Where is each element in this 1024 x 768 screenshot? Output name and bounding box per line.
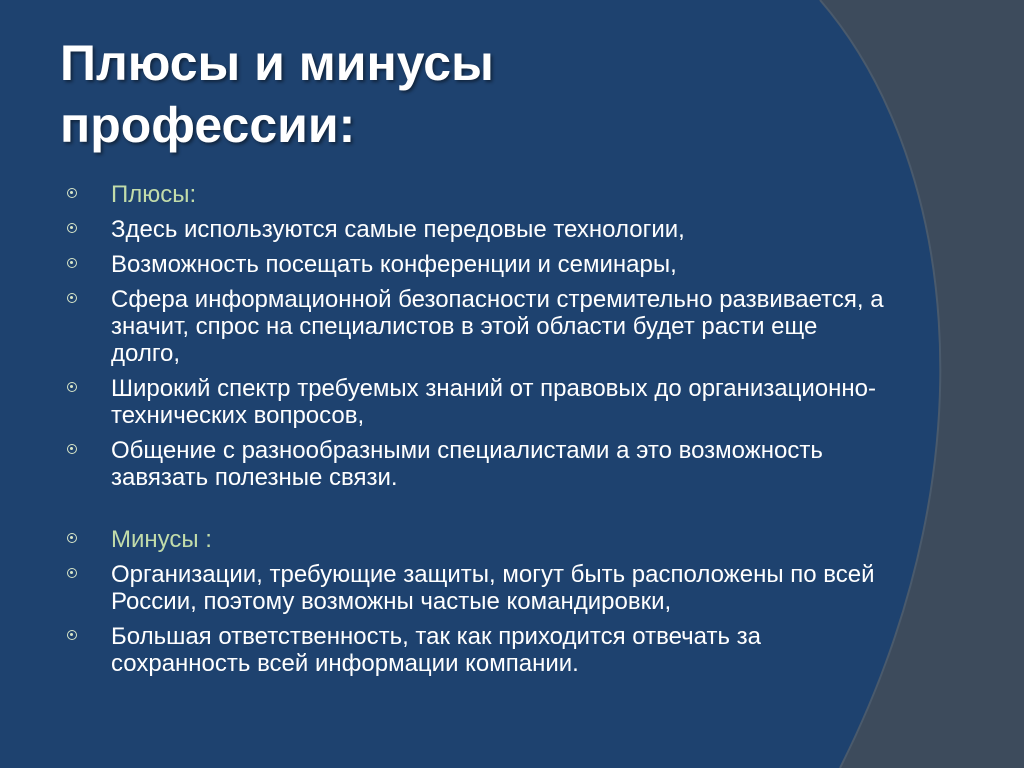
title-line-2: профессии: [60, 97, 356, 153]
list-item-text: Возможность посещать конференции и семинары, [111, 251, 677, 278]
pros-heading [62, 181, 892, 208]
list-item [62, 437, 892, 491]
list-item [62, 286, 892, 367]
bullet-circle-icon [67, 382, 77, 392]
list-item [62, 623, 892, 677]
list-item-text: Сфера информационной безопасности стремительно развивается, а значит, спрос на специалистов в этой области будет расти еще долго, [111, 286, 884, 367]
bullet-circle-icon [67, 630, 77, 640]
list-item [62, 216, 892, 243]
list-item-text: Широкий спектр требуемых знаний от правовых до организационно-технических вопросов, [111, 375, 876, 429]
bullet-circle-icon [67, 444, 77, 454]
list-item [62, 561, 892, 615]
list-item-text: Здесь используются самые передовые технологии, [111, 216, 685, 243]
bullet-circle-icon [67, 223, 77, 233]
pros-heading-text: Плюсы: [111, 181, 197, 208]
cons-heading-text: Минусы : [111, 526, 212, 553]
list-item-text: Организации, требующие защиты, могут быть расположены по всей России, поэтому возможны частые командировки, [111, 561, 875, 615]
list-item [62, 375, 892, 429]
list-item-text: Общение с разнообразными специалистами а это возможность завязать полезные связи. [111, 437, 823, 491]
bullet-circle-icon [67, 533, 77, 543]
list-item [62, 251, 892, 278]
slide-title [60, 32, 820, 156]
bullet-circle-icon [67, 293, 77, 303]
bullet-list [62, 181, 892, 685]
bullet-circle-icon [67, 188, 77, 198]
title-line-1: Плюсы и минусы [60, 35, 494, 91]
list-item-text: Большая ответственность, так как приходится отвечать за сохранность всей информации компании. [111, 623, 761, 677]
bullet-circle-icon [67, 258, 77, 268]
bullet-circle-icon [67, 568, 77, 578]
cons-heading [62, 526, 892, 553]
